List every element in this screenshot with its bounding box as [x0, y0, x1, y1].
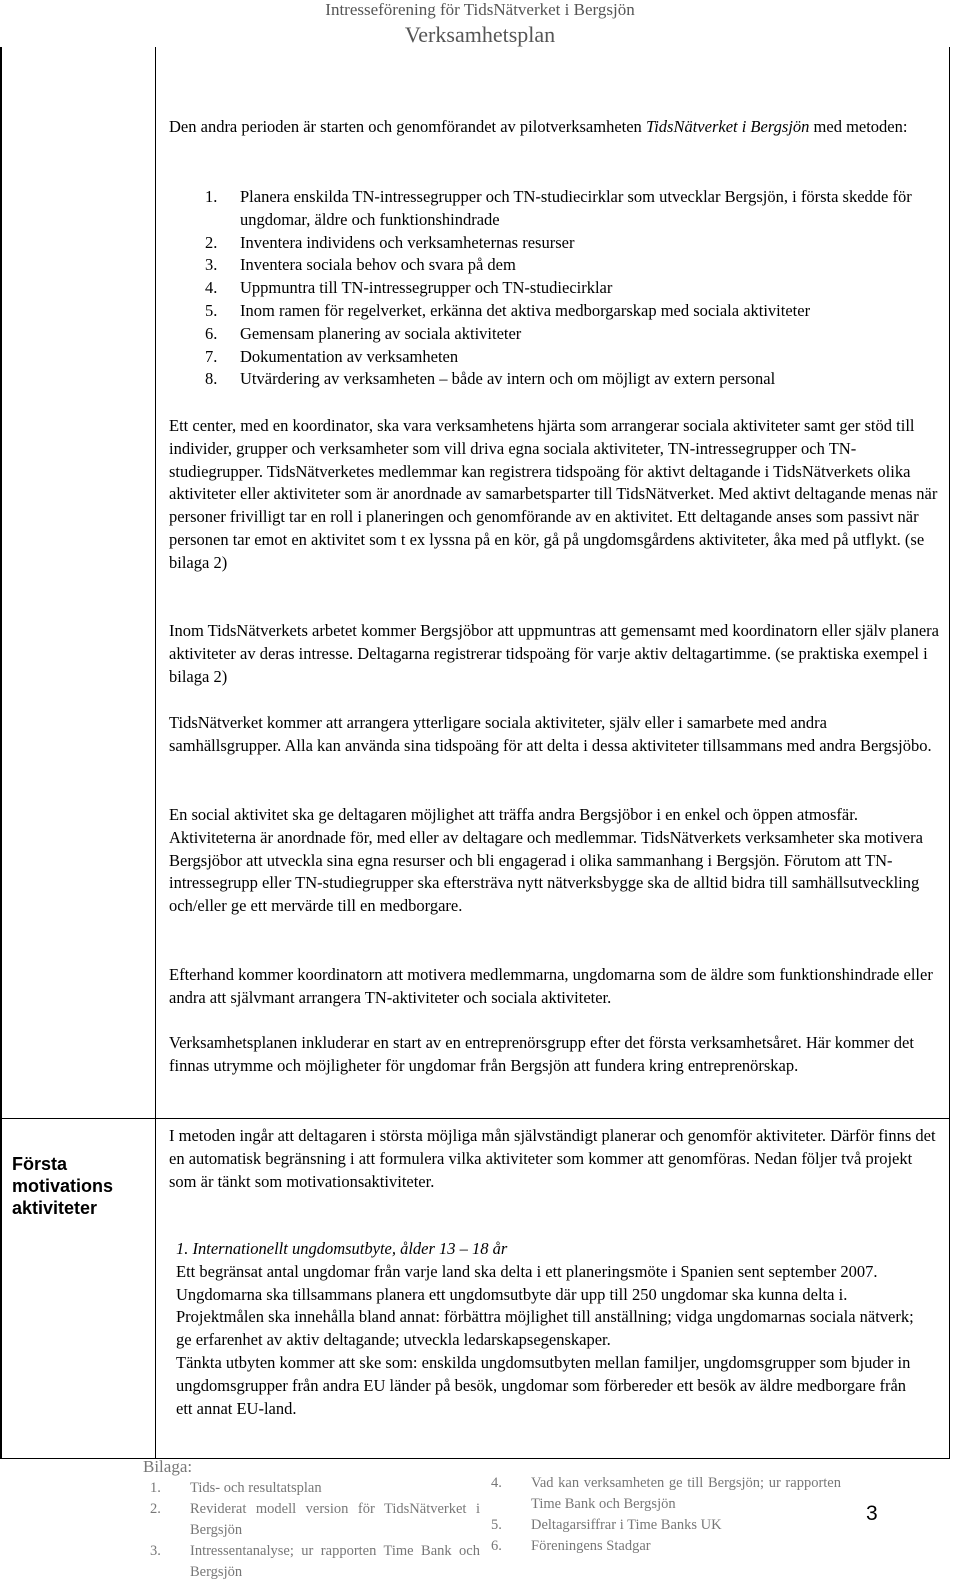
list-item	[169, 346, 939, 369]
side-heading: Första motivations aktiviteter	[12, 1154, 114, 1218]
frame-column-divider	[155, 47, 156, 1459]
page-number: 3	[866, 1502, 878, 1525]
paragraph-arrangements	[169, 712, 939, 758]
intro-text-end: med metoden:	[809, 117, 908, 136]
appendix-text: Tids- och resultatsplan	[190, 1480, 322, 1496]
project-section	[176, 1238, 916, 1420]
appendix-number: 3.	[150, 1543, 161, 1559]
paragraph-initiative	[169, 620, 939, 688]
intro-italic: TidsNätverket i Bergsjön	[645, 117, 810, 136]
paragraph-social-activity	[169, 804, 939, 918]
appendix-item	[150, 1499, 480, 1541]
list-number: 2.	[205, 232, 218, 252]
list-text: Inom ramen för regelverket, erkänna det aktiva medborgarskap med sociala aktiviteter	[240, 300, 811, 320]
header-organization: Intresseförening för TidsNätverket i Bergsjön	[325, 0, 635, 19]
paragraph-coordinator	[169, 964, 939, 1010]
appendix-item	[150, 1478, 480, 1499]
project-body: Ett begränsat antal ungdomar från varje land ska delta i ett planeringsmöte i Spanien sent september 2007. Ungdomarna ska tillsammans planera ett ungdomsutbyte där upp till 250 ungdomar ska kunna delta i. Projektmålen ska innehålla bland annat: förbättra möjlighet till anställning; vidga ungdomarnas sociala nätverk; ge erfarenhet av aktiv deltagande; utveckla ledarskapsegenskaper.	[176, 1261, 914, 1350]
list-item	[169, 186, 939, 232]
list-number: 3.	[205, 255, 218, 275]
frame-left-border	[0, 47, 2, 1459]
project-heading: 1. Internationellt ungdomsutbyte, ålder 13 – 18 år	[176, 1239, 508, 1258]
list-text: Dokumentation av verksamheten	[240, 346, 459, 366]
appendix-title: Bilaga:	[143, 1457, 193, 1476]
list-item	[169, 254, 939, 277]
paragraph-text: Verksamhetsplanen inkluderar en start av en entreprenörsgrupp efter det första verksamhetsåret. Här kommer det finnas utrymme och möjligheter för ungdomar från Bergsjön att fundera kring entreprenörskap.	[169, 1033, 914, 1075]
appendix-item	[491, 1473, 841, 1515]
appendix-text: Vad kan verksamheten ge till Bergsjön; ur rapporten Time Bank och Bergsjön	[531, 1475, 841, 1512]
list-number: 1.	[205, 187, 218, 206]
paragraph-text: Inom TidsNätverkets arbetet kommer Bergsjöbor att uppmuntras att gemensamt med koordinatorn eller själv planera aktiviteter av deras intresse. Deltagarna registrerar tidspoäng för varje aktiv deltagartimme. (se praktiska exempel i bilaga 2)	[169, 621, 939, 686]
appendix-number: 2.	[150, 1501, 161, 1517]
paragraph-text: Ett center, med en koordinator, ska vara verksamhetens hjärta som arrangerar sociala aktiviteter samt ger stöd till individer, grupper och verksamheter som vill driva egna sociala aktiviteter, TN-intressegrupper och TN-studiegrupper. TidsNätverketes medlemmar kan registrera tidspoäng för aktivt deltagande i TidsNätverkets olika aktiviteter eller aktiviteter som är anordnade av samarbetsparter till TidsNätverket. Med aktivt deltagande menas när personer frivilligt tar en roll i planeringen och genomförande av en aktivitet. Ett deltagande anses som passivt när personen tar emot en aktivitet som t ex lyssna på en kör, gå på ungdomsgårdens aktiviteter, åka med på utflykt. (se bilaga 2)	[169, 416, 938, 572]
list-item	[169, 300, 939, 323]
appendix-text: Deltagarsiffrar i Time Banks UK	[531, 1517, 722, 1533]
list-number: 6.	[205, 323, 218, 343]
appendix-number: 5.	[491, 1517, 502, 1533]
list-text: Uppmuntra till TN-intressegrupper och TN-studiecirklar	[240, 278, 613, 298]
appendix-item	[150, 1541, 480, 1583]
paragraph-center	[169, 415, 939, 575]
frame-right-border	[949, 47, 950, 1459]
paragraph-entrepreneurship	[169, 1032, 939, 1078]
appendix-number: 6.	[491, 1538, 502, 1554]
list-item	[169, 232, 939, 255]
list-number: 7.	[205, 346, 218, 366]
paragraph-text: TidsNätverket kommer att arrangera ytterligare sociala aktiviteter, själv eller i samarbete med andra samhällsgrupper. Alla kan använda sina tidspoäng för att delta i dessa aktiviteter tillsammans med andra Bergsjöbo.	[169, 713, 932, 755]
list-text: Inventera sociala behov och svara på dem	[240, 255, 516, 275]
list-text: Planera enskilda TN-intressegrupper och TN-studiecirklar som utvecklar Bergsjön, i första skedde för ungdomar, äldre och funktionshindrade	[240, 187, 912, 229]
appendix-text: Reviderat modell version för TidsNätverket i Bergsjön	[190, 1501, 480, 1538]
list-item	[169, 323, 939, 346]
appendix-number: 1.	[150, 1480, 161, 1496]
appendix-list-right	[491, 1473, 841, 1557]
list-number: 5.	[205, 300, 218, 320]
appendix-item	[491, 1536, 841, 1557]
frame-row-divider	[0, 1118, 950, 1119]
paragraph-text: Efterhand kommer koordinatorn att motivera medlemmarna, ungdomarna som de äldre som funktionshindrade eller andra att självmant arrangera TN-aktiviteter och sociala aktiviteter.	[169, 965, 933, 1007]
intro-paragraph	[169, 116, 939, 139]
appendix-number: 4.	[491, 1475, 502, 1491]
paragraph-text: I metoden ingår att deltagaren i största möjliga mån självständigt planerar och genomför aktiviteter. Därför finns det en automatisk begränsning i att formulera vilka aktiviteter som kommer att genomföras. Nedan följer två projekt som är tänkt som motivationsaktiviteter.	[169, 1126, 936, 1191]
page-title: Verksamhetsplan	[404, 22, 556, 47]
appendix-text: Föreningens Stadgar	[531, 1538, 651, 1554]
method-list	[169, 186, 939, 391]
list-text: Gemensam planering av sociala aktiviteter	[240, 323, 522, 343]
appendix-list-left	[150, 1478, 480, 1583]
intro-text: Den andra perioden är starten och genomförandet av pilotverksamheten	[169, 117, 646, 136]
paragraph-method	[169, 1125, 939, 1193]
list-item	[169, 277, 939, 300]
list-text: Inventera individens och verksamheternas resurser	[240, 232, 575, 252]
project-body-2: Tänkta utbyten kommer att ske som: enskilda ungdomsutbyten mellan familjer, ungdomsgrupper som bjuder in ungdomsgrupper från andra EU länder på besök, ungdomar som förbereder ett besök av äldre medborgare från ett annat EU-land.	[176, 1352, 911, 1418]
list-text: Utvärdering av verksamheten – både av intern och om möjligt av extern personal	[240, 369, 776, 389]
paragraph-text: En social aktivitet ska ge deltagaren möjlighet att träffa andra Bergsjöbor i en enkel och öppen atmosfär. Aktiviteterna är anordnade för, med eller av deltagare och medlemmar. TidsNätverkets verksamheter ska motivera Bergsjöbor att utveckla sina egna resurser och bli engagerad i olika sammanhang i Bergsjön. Förutom att TN-intressegrupp eller TN-studiegrupper ska eftersträva nytt nätverksbygge ska de alltid bidra till samhällsutveckling och/eller ge ett mervärde till en medborgare.	[169, 805, 923, 916]
list-number: 8.	[205, 369, 218, 389]
appendix-item	[491, 1515, 841, 1536]
list-number: 4.	[205, 278, 218, 298]
appendix-text: Intressentanalyse; ur rapporten Time Bank och Bergsjön	[190, 1543, 480, 1580]
list-item	[169, 368, 939, 391]
